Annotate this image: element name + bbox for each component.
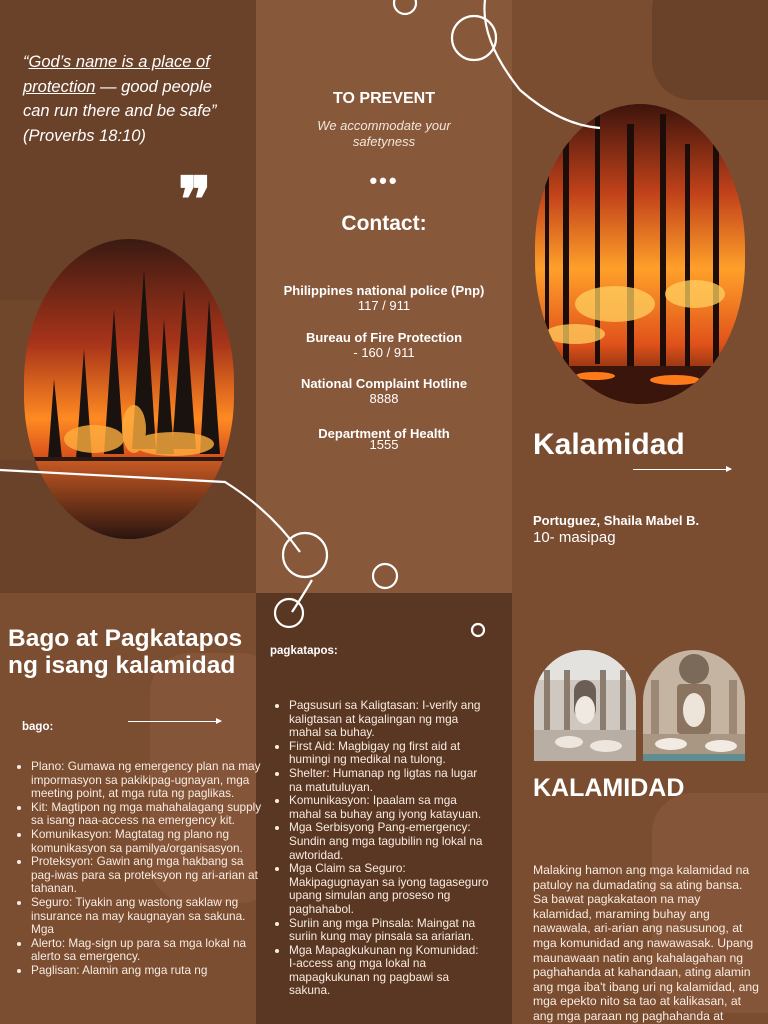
circle-decoration bbox=[283, 533, 327, 577]
list-item: • Mga Serbisyong Pang-emergency: Sundin ang mga tagubilin ng lokal na awtoridad. bbox=[289, 821, 489, 862]
section-title: Bago at Pagkatapos ng isang kalamidad bbox=[8, 625, 243, 679]
list-item: • Komunikasyon: Ipaalam sa mga mahal sa buhay ang iyong katayuan. bbox=[289, 794, 489, 821]
contact-number: 8888 bbox=[369, 391, 399, 406]
quote-open-mark: “ bbox=[23, 53, 29, 71]
quote-rest: — good people can run there and be safe” (Proverbs 18:10) bbox=[23, 77, 217, 145]
to-prevent-subheading: We accommodate your safetyness bbox=[317, 118, 451, 149]
list-item: • Pagsusuri sa Kaligtasan: I-verify ang kaligtasan at kagalingan ng mga mahal sa buhay. bbox=[289, 699, 489, 740]
list-item: • Kit: Magtipon ng mga mahahalagang supply sa isang naa-access na emergency kit. bbox=[31, 801, 263, 828]
contact-name: Bureau of Fire Protection bbox=[305, 330, 463, 345]
circle-decoration bbox=[275, 599, 303, 627]
author-name: Portuguez, Shaila Mabel B. bbox=[533, 513, 700, 528]
arrow-right-icon bbox=[128, 721, 221, 722]
contact-name: Department of Health bbox=[318, 426, 450, 441]
list-item: • Suriin ang mga Pinsala: Maingat na suriin kung may pinsala sa ariarian. bbox=[289, 917, 489, 944]
list-item: • Plano: Gumawa ng emergency plan na may impormasyon sa pakikipag-ugnayan, mga meeting point, at mga ruta ng paglikas. bbox=[31, 760, 263, 801]
bago-list bbox=[15, 760, 263, 978]
list-item: • Shelter: Humanap ng ligtas na lugar na matutuluyan. bbox=[289, 767, 489, 794]
list-item: • First Aid: Magbigay ng first aid at humingi ng medikal na tulong. bbox=[289, 740, 489, 767]
list-item: • Seguro: Tiyakin ang wastong saklaw ng insurance na may kaugnayan sa sakuna. Mga bbox=[31, 896, 263, 937]
contact-number: - 160 / 911 bbox=[353, 345, 415, 360]
dots-divider: ••• bbox=[369, 168, 399, 193]
list-item: • Proteksyon: Gawin ang mga hakbang sa pag-iwas para sa proteksyon ng ari-arian at tahanan. bbox=[31, 855, 263, 896]
fountain-image bbox=[643, 650, 745, 761]
list-item: • Komunikasyon: Magtatag ng plano ng komunikasyon sa pamilya/organisasyon. bbox=[31, 828, 263, 855]
bago-label: bago: bbox=[22, 721, 54, 733]
contact-number: 1555 bbox=[369, 437, 399, 452]
circle-decoration bbox=[373, 564, 397, 588]
pagkatapos-list bbox=[273, 699, 489, 998]
contact-name: Philippines national police (Pnp) bbox=[283, 283, 485, 298]
list-item: • Mga Claim sa Seguro: Makipagugnayan sa iyong tagaseguro upang simulan ang proseso ng paghahabol. bbox=[289, 862, 489, 916]
quote-underlined: God’s name is a place of protection bbox=[23, 53, 210, 96]
circle-decoration bbox=[472, 624, 484, 636]
fountain-image bbox=[534, 650, 636, 761]
list-item: • Alerto: Mag-sign up para sa mga lokal na alerto sa emergency. bbox=[31, 937, 263, 964]
list-item: • Mga Mapagkukunan ng Komunidad: I-access ang mga lokal na mapagkukunan ng pagbawi sa sakuna. bbox=[289, 944, 489, 998]
contact-heading: Contact: bbox=[341, 212, 427, 235]
circle-decoration bbox=[394, 0, 416, 14]
kalamidad-paragraph: Malaking hamon ang mga kalamidad na patuloy na dumadating sa ating bansa. Sa bawat pagkakataon na may kalamidad, maraming buhay ang nawawala, ari-arian ang nasusunog, at mga komunidad ang nawawasak. Upang maunawaan natin ang kahalagahan ng paghahanda at kahandaan, ating alamin ang mga iba't ibang uri ng kalamidad, ang mga epekto nito sa tao at kalikasan, at ang mga paraan ng paghahanda at bbox=[533, 863, 759, 1023]
pagkatapos-label: pagkatapos: bbox=[270, 645, 338, 657]
cover-title: Kalamidad bbox=[533, 428, 685, 461]
to-prevent-heading: TO PREVENT bbox=[333, 90, 435, 107]
list-item: • Paglisan: Alamin ang mga ruta ng bbox=[31, 964, 263, 978]
section-name: 10- masipag bbox=[533, 529, 616, 546]
kalamidad-heading: KALAMIDAD bbox=[533, 774, 685, 802]
contact-name: National Complaint Hotline bbox=[300, 376, 468, 391]
quote-mark-icon: ❞ bbox=[178, 163, 212, 236]
contact-number: 117 / 911 bbox=[357, 298, 411, 313]
